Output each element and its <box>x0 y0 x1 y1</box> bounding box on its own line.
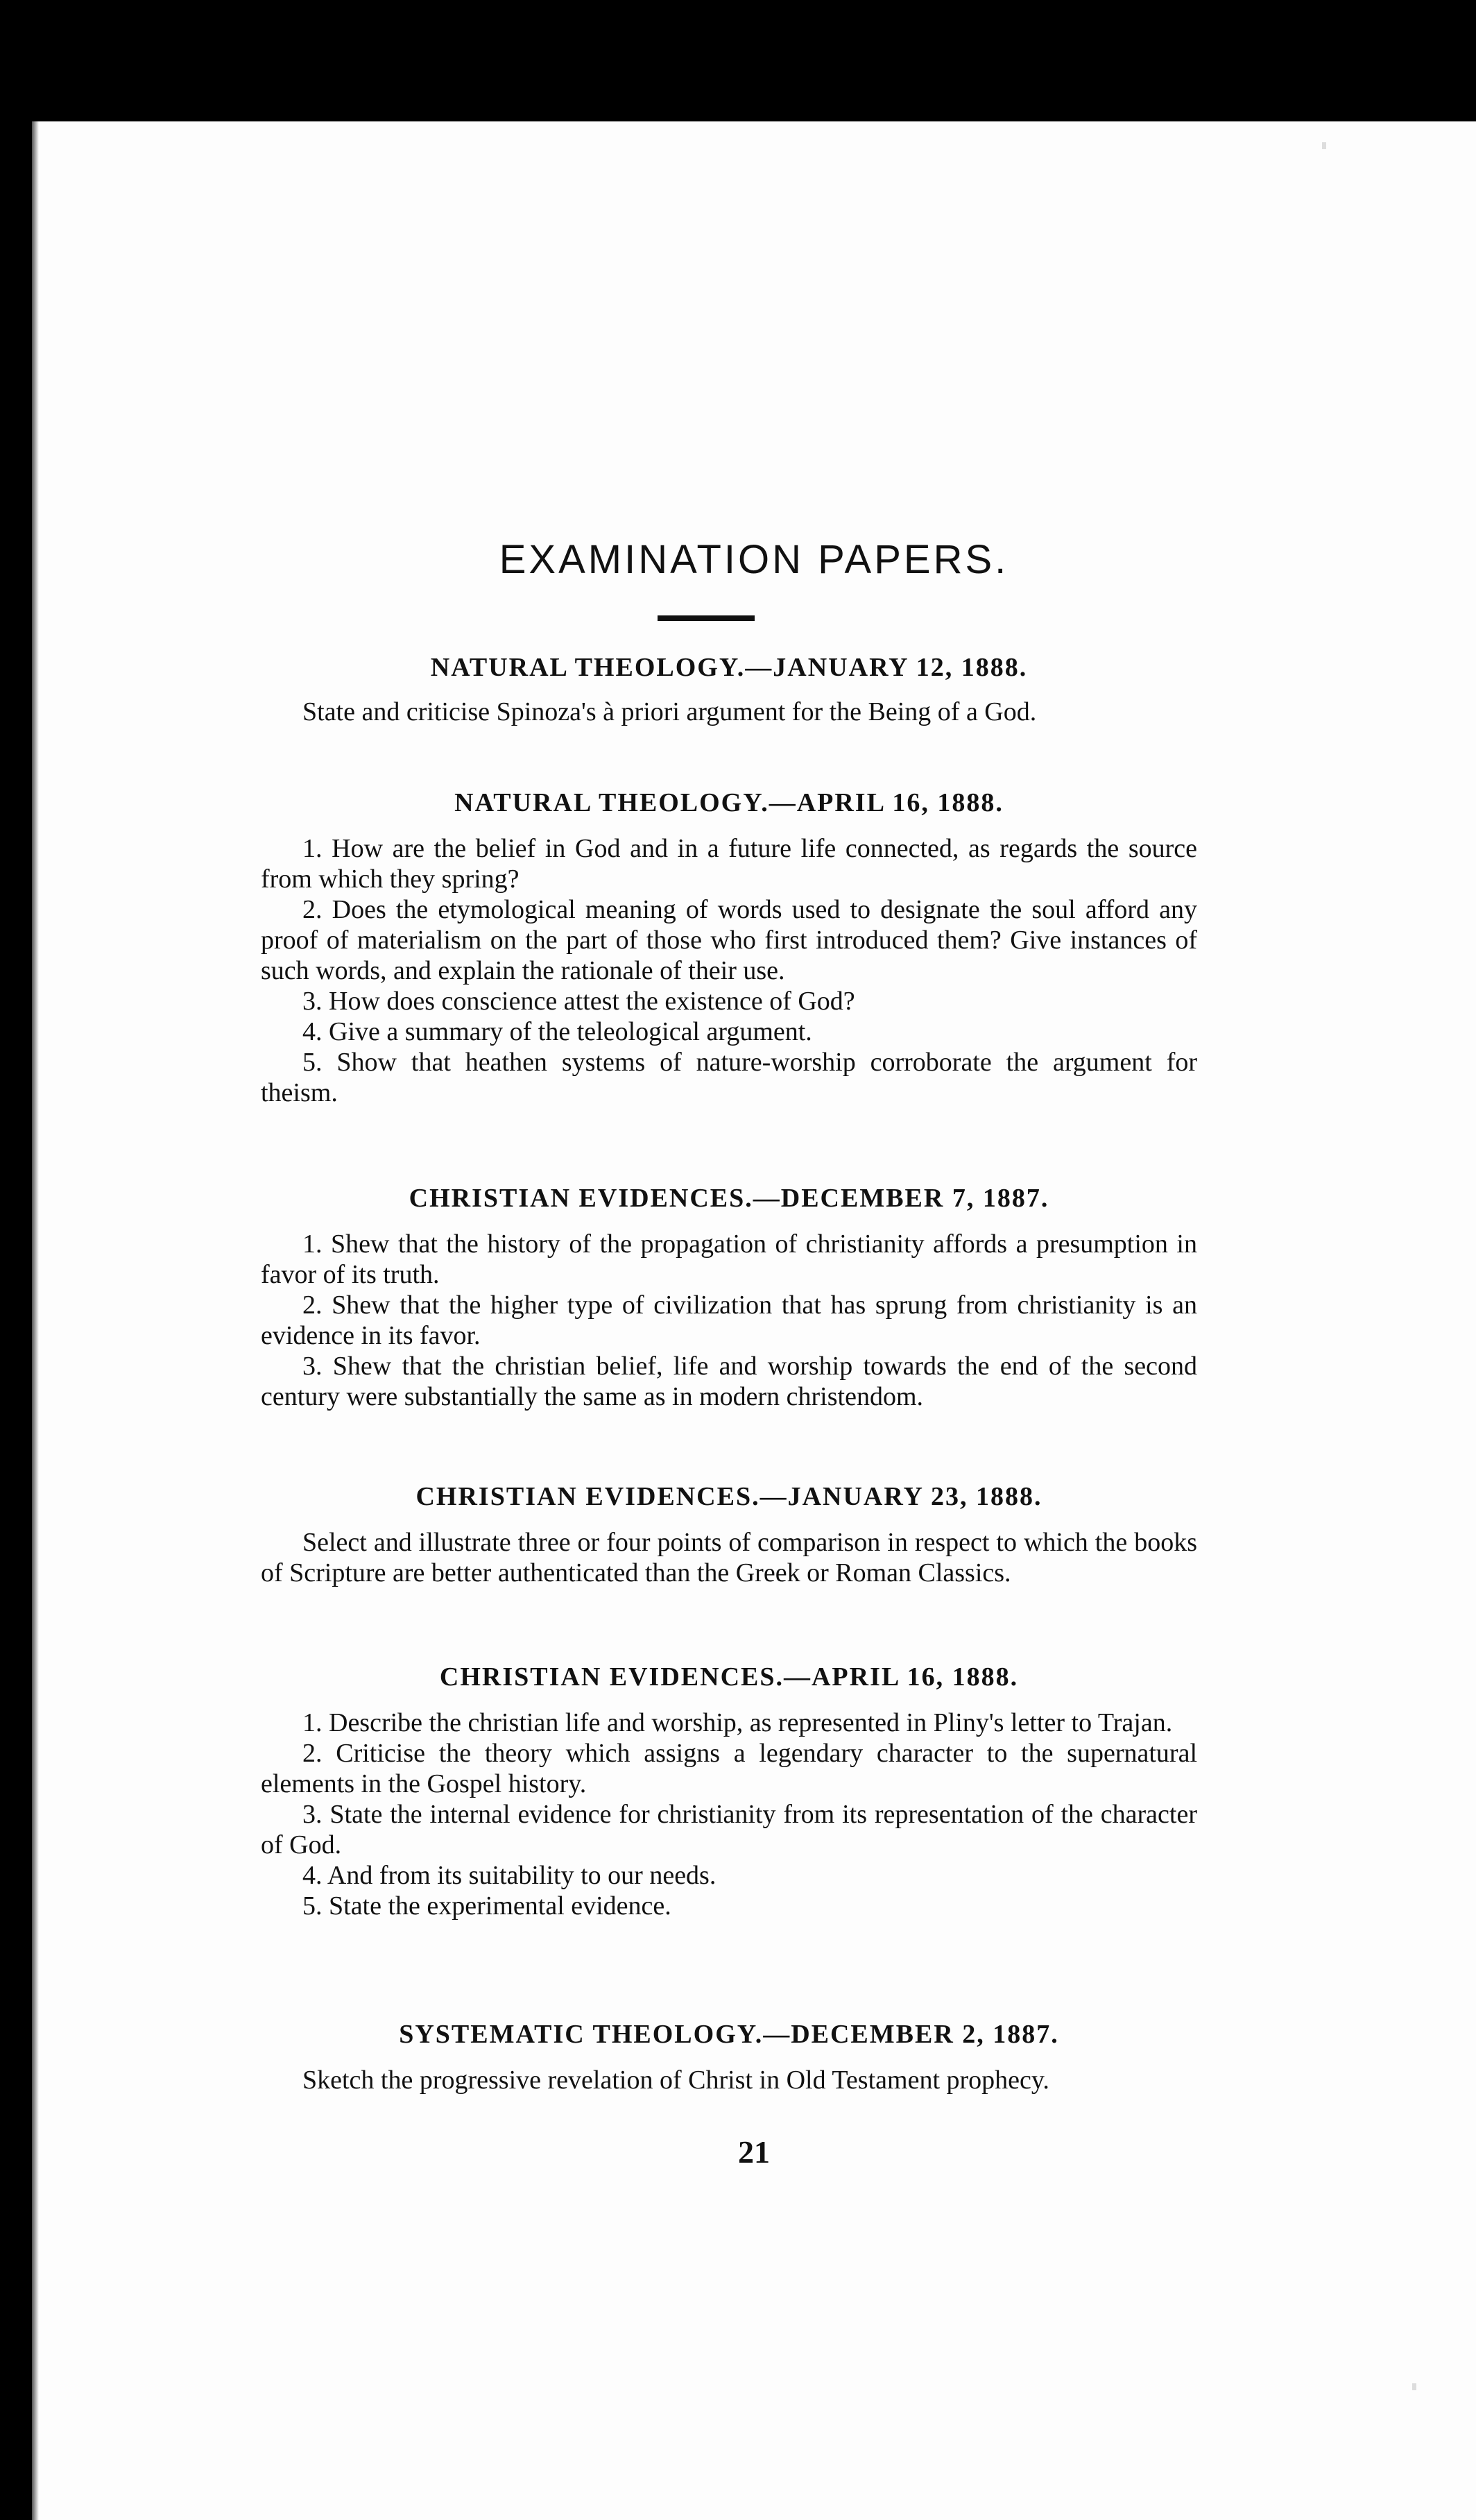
section-natural-theology-apr <box>261 788 1197 1108</box>
exam-question: 3. State the internal evidence for christianity from its representation of the character of God. <box>261 1800 1197 1859</box>
document-page <box>32 121 1476 2520</box>
exam-question: 1. Describe the christian life and worship, as represented in Pliny's letter to Trajan. <box>302 1708 1173 1737</box>
section-heading: SYSTEMATIC THEOLOGY.—DECEMBER 2, 1887. <box>399 2020 1059 2049</box>
exam-question: 5. Show that heathen systems of nature-worship corroborate the argument for theism. <box>261 1048 1197 1107</box>
exam-question: State and criticise Spinoza's à priori argument for the Being of a God. <box>302 697 1037 726</box>
exam-question: 5. State the experimental evidence. <box>302 1891 671 1921</box>
title-rule <box>658 615 755 621</box>
section-heading: NATURAL THEOLOGY.—JANUARY 12, 1888. <box>430 653 1028 682</box>
page-title: EXAMINATION PAPERS. <box>499 537 1009 582</box>
section-heading: CHRISTIAN EVIDENCES.—JANUARY 23, 1888. <box>415 1482 1042 1511</box>
exam-question: 2. Criticise the theory which assigns a legendary character to the supernatural elements in the Gospel history. <box>261 1739 1197 1798</box>
exam-question: 4. Give a summary of the teleological argument. <box>302 1017 812 1046</box>
paper-speck <box>1412 2383 1416 2390</box>
paper-speck <box>1322 142 1326 149</box>
exam-question: 1. Shew that the history of the propagation of christianity affords a presumption in favor of its truth. <box>261 1229 1197 1289</box>
section-christian-evidences-jan <box>261 1481 1197 1588</box>
section-heading: CHRISTIAN EVIDENCES.—DECEMBER 7, 1887. <box>409 1184 1049 1213</box>
exam-question: 2. Shew that the higher type of civilization that has sprung from christianity is an evidence in its favor. <box>261 1291 1197 1350</box>
exam-question: 3. How does conscience attest the existence of God? <box>302 987 855 1016</box>
exam-question: Select and illustrate three or four points of comparison in respect to which the books of Scripture are better authenticated than the Greek or Roman Classics. <box>261 1528 1197 1587</box>
section-heading: CHRISTIAN EVIDENCES.—APRIL 16, 1888. <box>439 1662 1019 1692</box>
section-natural-theology-jan <box>261 652 1197 727</box>
exam-question: 4. And from its suitability to our needs. <box>302 1861 716 1890</box>
page-number: 21 <box>738 2134 770 2170</box>
exam-question: 2. Does the etymological meaning of words used to designate the soul afford any proof of materialism on the part of those who first introduced them? Give instances of such words, and explain the rationale of their use. <box>261 895 1197 985</box>
exam-question: 1. How are the belief in God and in a future life connected, as regards the source from which they spring? <box>261 834 1197 894</box>
exam-question: Sketch the progressive revelation of Christ in Old Testament prophecy. <box>302 2066 1049 2095</box>
section-christian-evidences-dec <box>261 1183 1197 1412</box>
section-systematic-theology-dec <box>261 2019 1197 2095</box>
section-christian-evidences-apr <box>261 1662 1197 1921</box>
exam-question: 3. Shew that the christian belief, life and worship towards the end of the second century were substantially the same as in modern christendom. <box>261 1352 1197 1411</box>
section-heading: NATURAL THEOLOGY.—APRIL 16, 1888. <box>454 788 1004 817</box>
